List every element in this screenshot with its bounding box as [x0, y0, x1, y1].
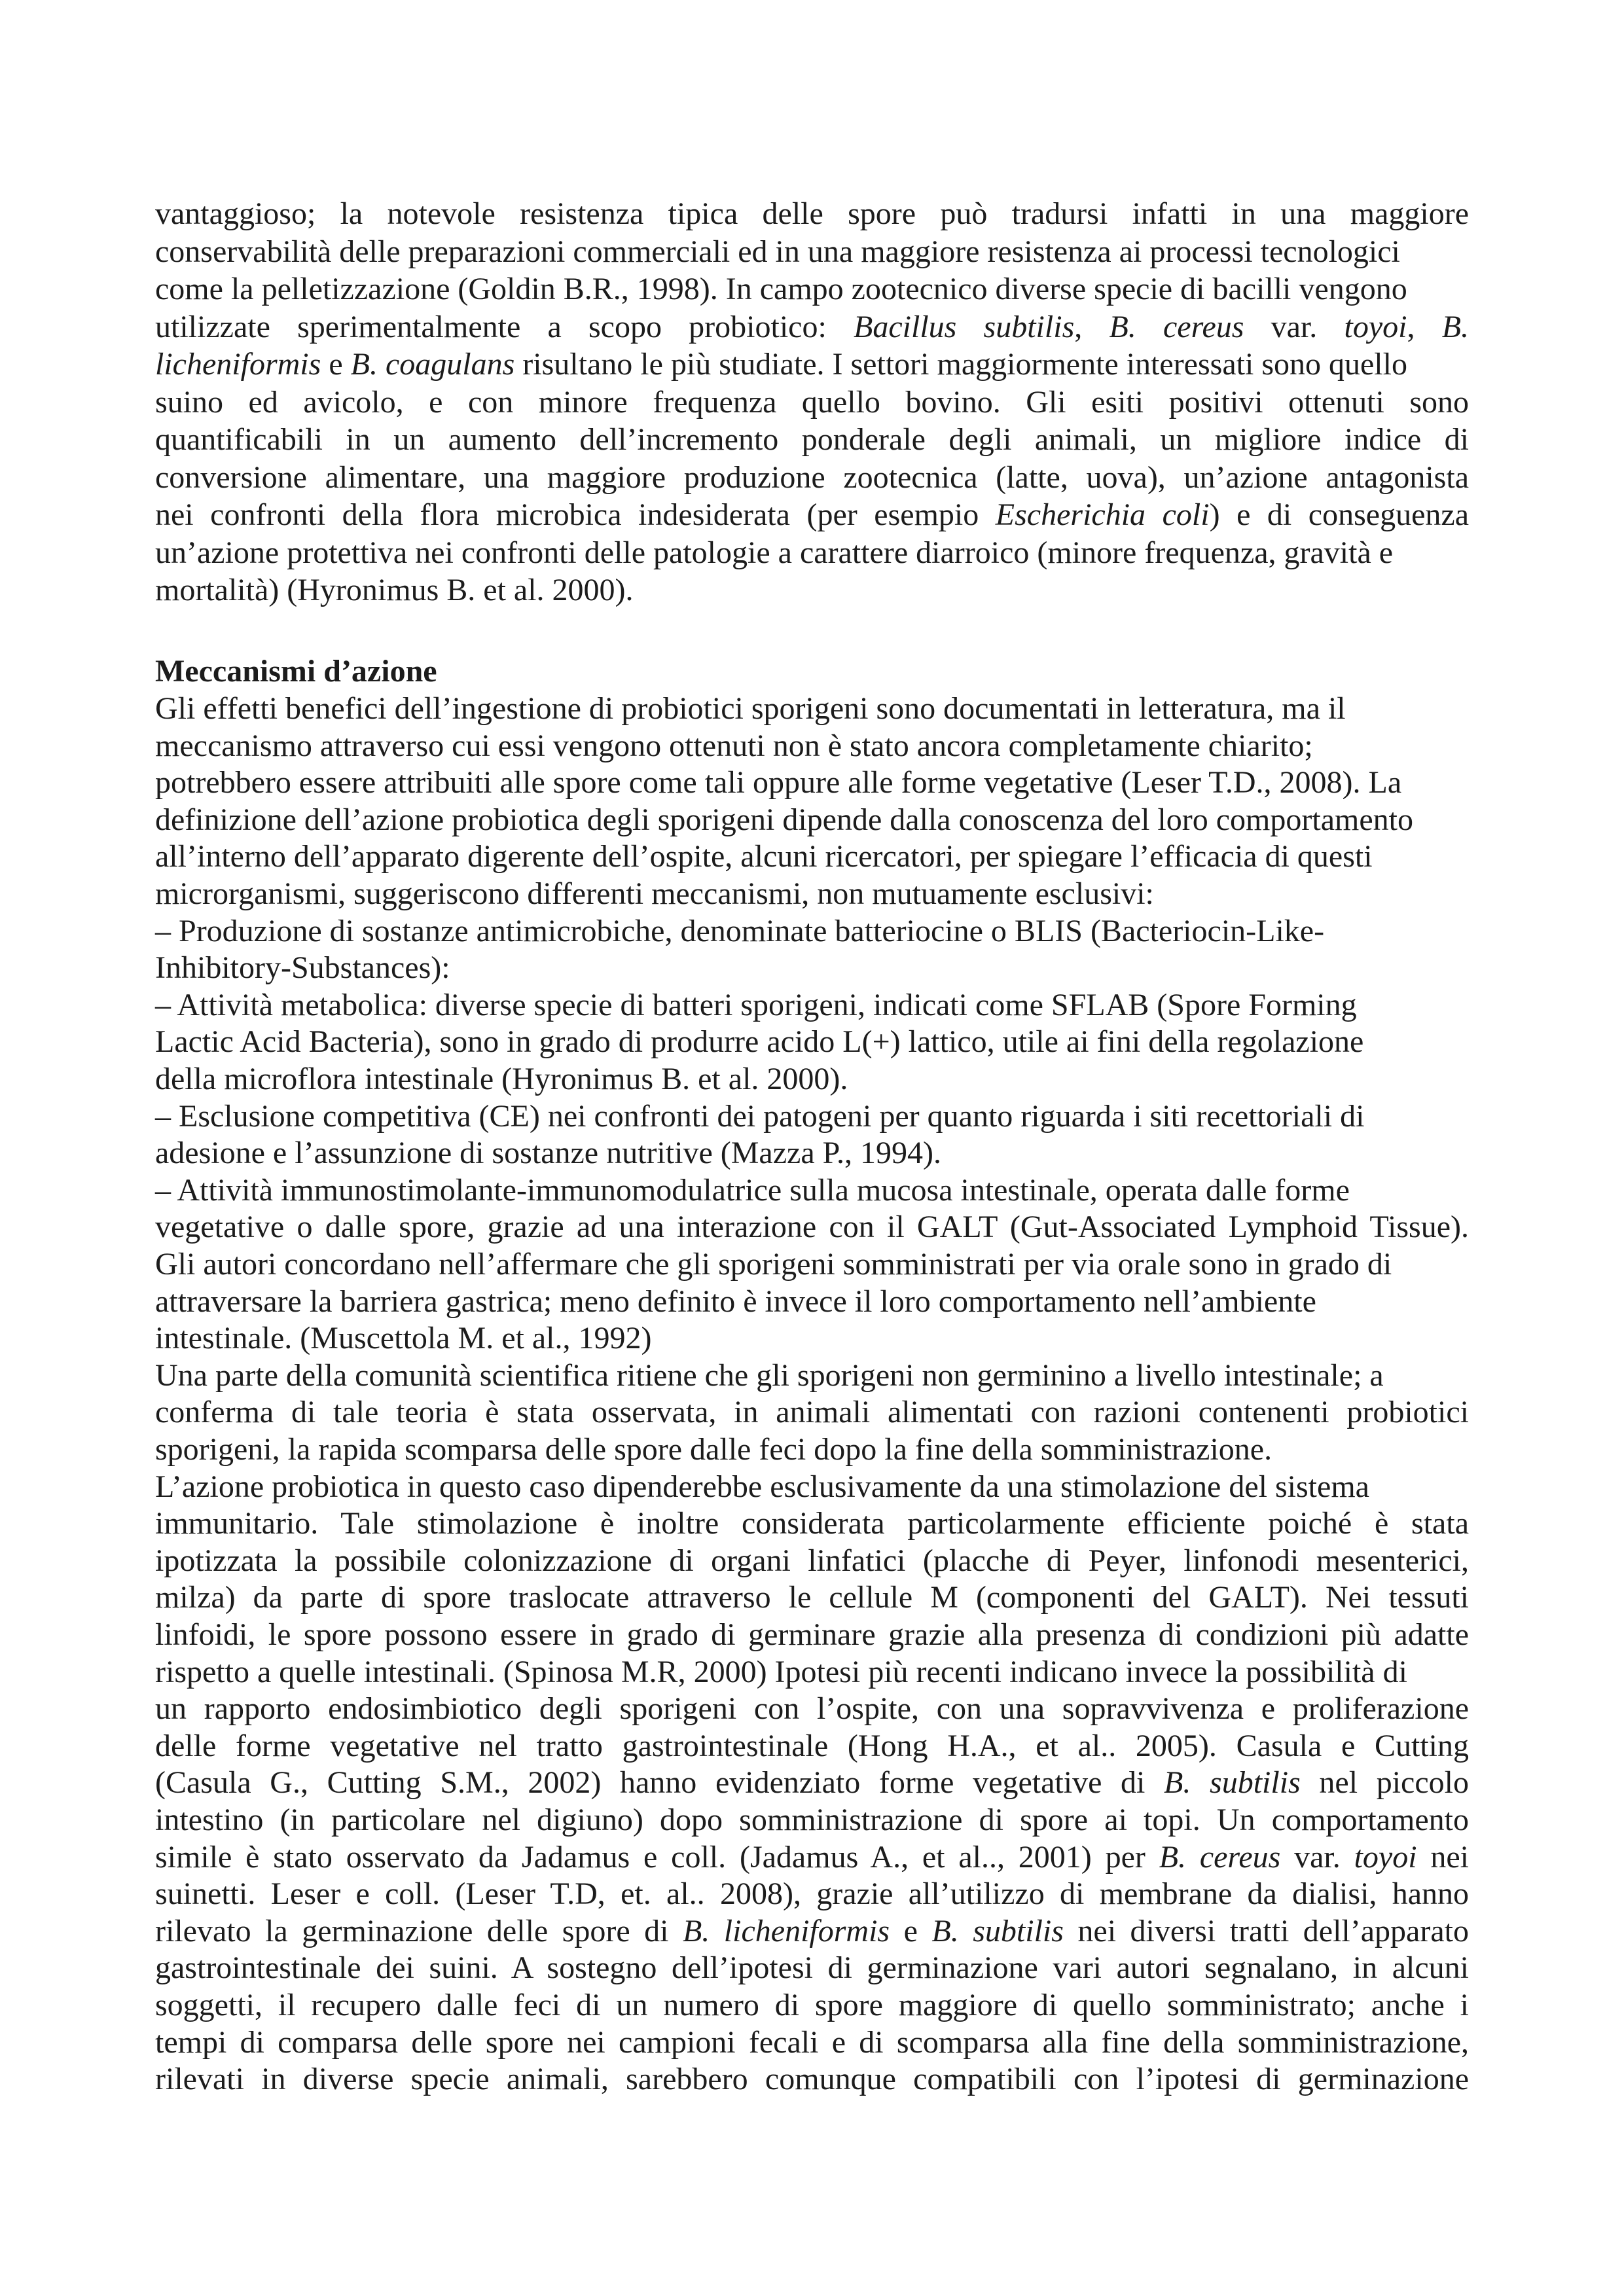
- text-line: adesione e l’assunzione di sostanze nutritive (Mazza P., 1994).: [155, 1136, 941, 1170]
- text-line: Gli effetti benefici dell’ingestione di probiotici sporigeni sono documentati in letteratura, ma il: [155, 691, 1346, 726]
- text-line: [155, 496, 1469, 533]
- text-line: tempi di comparsa delle spore nei campioni fecali e di scomparsa alla fine della somministrazione,: [155, 2025, 1469, 2060]
- text-line: conferma di tale teoria è stata osservata, in animali alimentati con razioni contenenti probiotici: [155, 1395, 1469, 1429]
- text-run: nel piccolo: [1300, 1765, 1469, 1800]
- text-line: milza) da parte di spore traslocate attraverso le cellule M (componenti del GALT). Nei tessuti: [155, 1580, 1469, 1615]
- text-run: nei diversi tratti dell’apparato: [1063, 1914, 1469, 1948]
- text-run: ,: [1407, 310, 1442, 344]
- text-run: utilizzate sperimentalmente a scopo probiotico:: [155, 310, 854, 344]
- text-line: vantaggioso; la notevole resistenza tipica delle spore può tradursi infatti in una maggiore: [155, 196, 1469, 231]
- text-line: – Attività immunostimolante-immunomodulatrice sulla mucosa intestinale, operata dalle forme: [155, 1173, 1350, 1208]
- text-run: ,: [1074, 310, 1110, 344]
- text-line: attraversare la barriera gastrica; meno definito è invece il loro comportamento nell’ambiente: [155, 1284, 1316, 1319]
- text-line: Una parte della comunità scientifica ritiene che gli sporigeni non germinino a livello intestinale; a: [155, 1358, 1384, 1393]
- text-line: – Esclusione competitiva (CE) nei confronti dei patogeni per quanto riguarda i siti recettoriali di: [155, 1099, 1365, 1134]
- text-line: microrganismi, suggeriscono differenti meccanismi, non mutuamente esclusivi:: [155, 876, 1154, 911]
- text-run: (Casula G., Cutting S.M., 2002) hanno evidenziato forme vegetative di: [155, 1765, 1164, 1800]
- text-run: e: [890, 1914, 932, 1948]
- text-run: rilevato la germinazione delle spore di: [155, 1914, 683, 1948]
- species-name-italic: Escherichia coli: [995, 497, 1210, 532]
- text-line: Inhibitory-Substances):: [155, 950, 450, 985]
- text-line: intestinale. (Muscettola M. et al., 1992): [155, 1321, 652, 1355]
- text-line: potrebbero essere attribuiti alle spore come tali oppure alle forme vegetative (Leser T.D., 2008). La: [155, 765, 1402, 800]
- text-line: delle forme vegetative nel tratto gastrointestinale (Hong H.A., et al.. 2005). Casula e Cutting: [155, 1729, 1469, 1763]
- text-run: var.: [1280, 1840, 1354, 1874]
- species-name-italic: licheniformis: [155, 347, 321, 382]
- species-name-italic: toyoi: [1344, 310, 1407, 344]
- species-name-italic: B. subtilis: [1164, 1765, 1301, 1800]
- text-line: meccanismo attraverso cui essi vengono ottenuti non è stato ancora completamente chiarito;: [155, 728, 1313, 763]
- species-name-italic: B.: [1441, 310, 1469, 344]
- text-line: [155, 1764, 1469, 1801]
- section-heading: Meccanismi d’azione: [155, 654, 437, 689]
- text-line: rilevati in diverse specie animali, sarebbero comunque compatibili con l’ipotesi di germinazione: [155, 2062, 1469, 2096]
- text-line: vegetative o dalle spore, grazie ad una interazione con il GALT (Gut-Associated Lymphoid Tissue).: [155, 1210, 1469, 1244]
- text-line: suinetti. Leser e coll. (Leser T.D, et. al.. 2008), grazie all’utilizzo di membrane da dialisi, hanno: [155, 1876, 1469, 1911]
- text-line: gastrointestinale dei suini. A sostegno dell’ipotesi di germinazione vari autori segnalano, in alcuni: [155, 1950, 1469, 1985]
- species-name-italic: toyoi: [1354, 1840, 1417, 1874]
- text-line: Gli autori concordano nell’affermare che gli sporigeni somministrati per via orale sono in grado di: [155, 1247, 1392, 1282]
- text-run: simile è stato osservato da Jadamus e coll. (Jadamus A., et al.., 2001) per: [155, 1840, 1159, 1874]
- species-name-italic: B. cereus: [1159, 1840, 1281, 1874]
- text-line: conservabilità delle preparazioni commerciali ed in una maggiore resistenza ai processi tecnologici: [155, 234, 1400, 269]
- text-line: sporigeni, la rapida scomparsa delle spore dalle feci dopo la fine della somministrazione.: [155, 1432, 1272, 1467]
- species-name-italic: B. cereus: [1109, 310, 1244, 344]
- text-line: [155, 1839, 1469, 1876]
- text-line: un rapporto endosimbiotico degli sporigeni con l’ospite, con una sopravvivenza e proliferazione: [155, 1691, 1469, 1726]
- species-name-italic: B. licheniformis: [682, 1914, 890, 1948]
- text-line: della microflora intestinale (Hyronimus B. et al. 2000).: [155, 1062, 848, 1096]
- text-run: nei: [1416, 1840, 1469, 1874]
- text-run: ) e di conseguenza: [1209, 497, 1469, 532]
- text-line: [155, 308, 1469, 346]
- text-line: [155, 346, 1469, 383]
- text-line: Lactic Acid Bacteria), sono in grado di produrre acido L(+) lattico, utile ai fini della regolazione: [155, 1024, 1364, 1059]
- text-run: e: [321, 347, 351, 382]
- text-line: rispetto a quelle intestinali. (Spinosa M.R, 2000) Ipotesi più recenti indicano invece la possibilità di: [155, 1655, 1407, 1689]
- species-name-italic: Bacillus subtilis: [854, 310, 1075, 344]
- species-name-italic: B. coagulans: [350, 347, 515, 382]
- text-line: definizione dell’azione probiotica degli sporigeni dipende dalla conoscenza del loro comportamento: [155, 802, 1413, 837]
- text-line: L’azione probiotica in questo caso dipenderebbe esclusivamente da una stimolazione del sistema: [155, 1469, 1369, 1504]
- text-line: conversione alimentare, una maggiore produzione zootecnica (latte, uova), un’azione antagonista: [155, 460, 1469, 495]
- text-line: soggetti, il recupero dalle feci di un numero di spore maggiore di quello somministrato; anche i: [155, 1988, 1469, 2022]
- text-run: nei confronti della flora microbica indesiderata (per esempio: [155, 497, 996, 532]
- text-line: ipotizzata la possibile colonizzazione di organi linfatici (placche di Peyer, linfonodi mesenterici,: [155, 1543, 1469, 1578]
- text-run: var.: [1244, 310, 1344, 344]
- text-line: immunitario. Tale stimolazione è inoltre considerata particolarmente efficiente poiché è stata: [155, 1506, 1469, 1541]
- text-line: un’azione protettiva nei confronti delle patologie a carattere diarroico (minore frequenza, gravità e: [155, 535, 1394, 570]
- text-line: all’interno dell’apparato digerente dell’ospite, alcuni ricercatori, per spiegare l’efficacia di questi: [155, 839, 1373, 874]
- text-line: [155, 1912, 1469, 1950]
- text-line: suino ed avicolo, e con minore frequenza quello bovino. Gli esiti positivi ottenuti sono: [155, 385, 1469, 420]
- text-line: come la pelletizzazione (Goldin B.R., 1998). In campo zootecnico diverse specie di bacilli vengono: [155, 272, 1407, 306]
- text-run: risultano le più studiate. I settori maggiormente interessati sono quello: [514, 347, 1407, 382]
- text-line: mortalità) (Hyronimus B. et al. 2000).: [155, 573, 634, 607]
- species-name-italic: B. subtilis: [931, 1914, 1064, 1948]
- text-line: – Attività metabolica: diverse specie di batteri sporigeni, indicati come SFLAB (Spore Forming: [155, 988, 1357, 1022]
- text-line: linfoidi, le spore possono essere in grado di germinare grazie alla presenza di condizioni più adatte: [155, 1617, 1469, 1652]
- text-line: quantificabili in un aumento dell’incremento ponderale degli animali, un migliore indice di: [155, 422, 1469, 457]
- text-line: intestino (in particolare nel digiuno) dopo somministrazione di spore ai topi. Un comportamento: [155, 1803, 1469, 1837]
- text-line: – Produzione di sostanze antimicrobiche, denominate batteriocine o BLIS (Bacteriocin-Like-: [155, 914, 1325, 948]
